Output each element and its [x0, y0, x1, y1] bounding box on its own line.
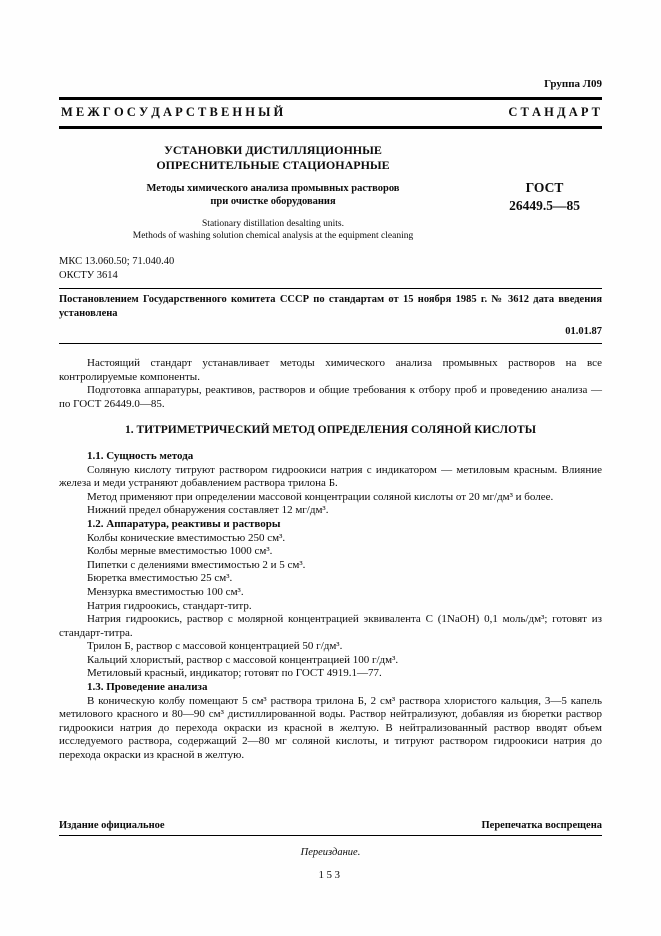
reagent-item-7: Натрия гидроокись, раствор с молярной концентрацией эквивалента С (1NaOH) 0,1 моль/дм³; готовят из стандарт-титра. — [59, 613, 602, 639]
page-number: 153 — [318, 869, 343, 881]
intro-paragraph-2: Подготовка аппаратуры, реактивов, растворов и общие требования к отбору проб и проведению анализа — по ГОСТ 26449.0—85. — [59, 384, 602, 410]
footer-labels — [59, 820, 602, 831]
reagent-item-10: Метиловый красный, индикатор; готовят по ГОСТ 4919.1—77. — [87, 667, 382, 680]
banner-title-right: С Т А Н Д А Р Т — [508, 105, 600, 119]
subtitle-block — [59, 182, 487, 208]
gost-designation — [487, 179, 602, 242]
title-column — [59, 143, 487, 242]
gost-label: ГОСТ — [525, 180, 564, 195]
official-edition-label: Издание официальное — [59, 820, 165, 831]
footer-rule — [59, 835, 602, 836]
reagent-item-8: Трилон Б, раствор с массовой концентрацией 50 г/дм³. — [87, 640, 343, 653]
section-1-1-paragraph-1: Соляную кислоту титруют раствором гидроокиси натрия с индикатором — метиловым красным. Влияние железа и меди устраняют добавлением раствора трилона Б. — [59, 463, 602, 490]
section-1-1-paragraph-3: Нижний предел обнаружения составляет 12 мг/дм³. — [87, 504, 329, 517]
section-1-1-heading: 1.1. Сущность метода — [87, 449, 194, 462]
mks-code: МКС 13.060.50; 71.040.40 — [59, 256, 175, 267]
reissue-note: Переиздание. — [300, 847, 361, 858]
section-1-heading: 1. ТИТРИМЕТРИЧЕСКИЙ МЕТОД ОПРЕДЕЛЕНИЯ СОЛЯНОЙ КИСЛОТЫ — [124, 424, 536, 437]
section-1-1-paragraph-2: Метод применяют при определении массовой концентрации соляной кислоты от 20 мг/дм³ и более. — [87, 490, 554, 503]
reagent-item-6: Натрия гидроокись, стандарт-титр. — [87, 599, 252, 612]
document-body — [59, 357, 602, 763]
reagent-item-3: Пипетки с делениями вместимостью 2 и 5 см³. — [87, 558, 306, 571]
section-1-2-heading: 1.2. Аппаратура, реактивы и растворы — [87, 517, 281, 530]
subtitle-line-1: Методы химического анализа промывных растворов — [146, 183, 400, 194]
gost-number: 26449.5—85 — [509, 198, 580, 213]
divider-rule-bottom — [59, 343, 602, 344]
effective-date: 01.01.87 — [565, 326, 602, 337]
page-footer — [59, 820, 602, 881]
section-1-3-paragraph-1: В коническую колбу помещают 5 см³ раствора трилона Б, 2 см³ раствора хлористого кальция, 3—5 капель метилового красного и 80—90 см³ дистиллированной воды. Раствор нейтрализуют, добавляя из бюретки раствор гидроокиси натрия до перехода окраски из красной в желтую. В нейтрализованный раствор вводят объем исследуемого раствора, содержащий 2—80 мг соляной кислоты, и титруют раствором гидроокиси натрия до перехода окраски из красной в желтую. — [59, 694, 602, 762]
title-line-2: ОПРЕСНИТЕЛЬНЫЕ СТАЦИОНАРНЫЕ — [156, 158, 390, 172]
banner-title — [59, 100, 602, 126]
okstu-code: ОКСТУ 3614 — [59, 269, 118, 281]
reprint-prohibited-label: Перепечатка воспрещена — [481, 820, 602, 831]
subtitle-line-2: при очистке оборудования — [210, 196, 336, 207]
title-en-line-2: Methods of washing solution chemical analysis at the equipment cleaning — [132, 231, 414, 241]
divider-rule-top — [59, 288, 602, 289]
title-en-line-1: Stationary distillation desalting units. — [202, 219, 344, 229]
reagent-item-2: Колбы мерные вместимостью 1000 см³. — [87, 545, 273, 558]
english-title-block — [59, 218, 487, 242]
decree-block — [59, 293, 602, 337]
reagent-item-5: Мензурка вместимостью 100 см³. — [87, 585, 244, 598]
decree-text: Постановлением Государственного комитета СССР по стандартам от 15 ноября 1985 г. № 3612 дата введения установлена — [59, 294, 602, 319]
banner-rule-bottom — [59, 126, 602, 129]
banner-title-left: М Е Ж Г О С У Д А Р С Т В Е Н Н Ы Й — [61, 105, 284, 119]
standard-banner — [59, 97, 602, 129]
intro-paragraph-1: Настоящий стандарт устанавливает методы химического анализа промывных растворов на все контролируемые компоненты. — [59, 357, 602, 383]
section-1-3-heading: 1.3. Проведение анализа — [87, 681, 208, 694]
title-line-1: УСТАНОВКИ ДИСТИЛЛЯЦИОННЫЕ — [164, 143, 382, 157]
reagent-item-4: Бюретка вместимостью 25 см³. — [87, 572, 233, 585]
reagent-item-9: Кальций хлористый, раствор с массовой концентрацией 100 г/дм³. — [87, 653, 399, 666]
group-label: Группа Л09 — [544, 78, 602, 90]
reagent-item-1: Колбы конические вместимостью 250 см³. — [87, 531, 286, 544]
title-block — [59, 143, 602, 242]
classification-codes — [59, 255, 602, 282]
